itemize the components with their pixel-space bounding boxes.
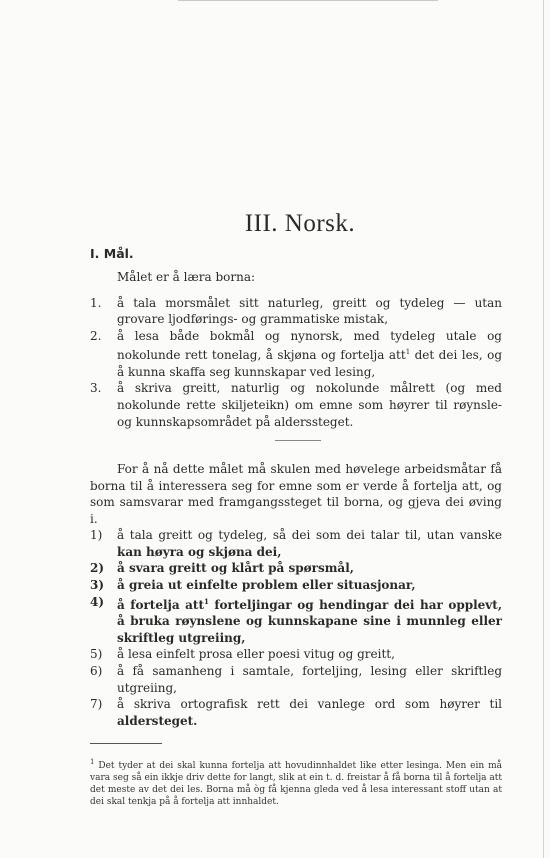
goal-intro: Målet er å læra borna:: [117, 270, 256, 284]
document-page: [90, 210, 502, 808]
footnote-ref: 1: [204, 596, 209, 606]
list-number: 1): [90, 528, 103, 543]
section-heading: I. Mål.: [90, 246, 134, 261]
list-text: å skriva greitt, naturlig og nokolunde målrett (og med nokolunde rette skiljeteikn) om emne som høyrer til røynsle- og kunnskapsområdet på alderssteget.: [117, 381, 502, 429]
list-item: [90, 328, 502, 381]
list-number: 2.: [90, 328, 102, 343]
list-text: å tala greitt og tydeleg, så dei som dei talar til, utan vanske: [117, 528, 502, 543]
list-text-bold: aldersteget.: [117, 713, 198, 728]
body-paragraph: For å nå dette målet må skulen med høvelege arbeidsmåtar få borna til å interessera seg for emne som er verde å fortelja att, og som samsvarar med framgangssteget til borna, og gjeva dei øving i.: [90, 462, 502, 526]
page-title: III. Norsk.: [244, 210, 356, 237]
list-text-bold: kan høyra og skjøna dei,: [117, 544, 282, 559]
list-text-bold: å greia ut einfelte problem eller situasjonar,: [117, 578, 416, 593]
list-text: å lesa einfelt prosa eller poesi vitug og greitt,: [117, 647, 395, 662]
list-text-bold: å svara greitt og klårt på spørsmål,: [117, 561, 354, 576]
footnote: [90, 756, 502, 808]
list-text: å lesa både bokmål og nynorsk, med tydeleg utale og nokolunde rett tonelag, å skjøna og fortelja att: [117, 328, 502, 363]
list-item: [90, 560, 502, 577]
list-item: [90, 663, 502, 696]
footnote-ref: 1: [405, 348, 411, 357]
list-text-bold: forteljingar og hendingar dei har opplevt, å bruka røynslene og kunnskapane sine i munnleg eller skriftleg utgreiing,: [117, 597, 502, 645]
list-number: 5): [90, 647, 103, 662]
list-item: [90, 380, 502, 430]
list-text: å skriva ortografisk rett dei vanlege ord som høyrer til: [117, 697, 502, 712]
list-item: [90, 696, 502, 729]
list-item: [90, 527, 502, 560]
list-number: 2): [90, 561, 105, 576]
page-edge: [543, 0, 544, 858]
list-number: 7): [90, 697, 103, 712]
list-text: å tala morsmålet sitt naturleg, greitt og tydeleg — utan grovare ljodførings- og grammatiske mistak,: [117, 295, 502, 327]
list-item: [90, 594, 502, 647]
footnote-rule: [90, 743, 162, 744]
list-item: [90, 577, 502, 594]
list-number: 1.: [90, 295, 102, 310]
list-text: det dei les, og å kunna skaffa seg kunnskapar ved lesing,: [117, 348, 502, 379]
top-edge-rule: [178, 0, 438, 1]
list-text-bold: å fortelja att: [117, 597, 204, 612]
list-number: 3.: [90, 381, 102, 396]
list-item: [90, 295, 502, 328]
section-divider: [275, 440, 321, 441]
list-text: å få samanheng i samtale, forteljing, lesing eller skriftleg utgreiing,: [117, 664, 502, 695]
list-item: [90, 646, 502, 663]
footnote-mark: 1: [90, 758, 95, 767]
footnote-text: Det tyder at dei skal kunna fortelja att hovudinnhaldet like etter lesinga. Men ein må vara seg så ein ikkje driv dette for langt, slik at ein t. d. freistar å få borna til å fortelja att det meste av det dei les. Borna må òg få kjenna gleda ved å lesa interessant stoff utan at dei skal tenkja på å fortelja att innhaldet.: [90, 761, 502, 808]
list-number: 3): [90, 578, 105, 593]
list-number: 4): [90, 594, 105, 609]
goals-list: [90, 295, 502, 431]
list-number: 6): [90, 664, 103, 678]
exercises-list: [90, 527, 502, 729]
